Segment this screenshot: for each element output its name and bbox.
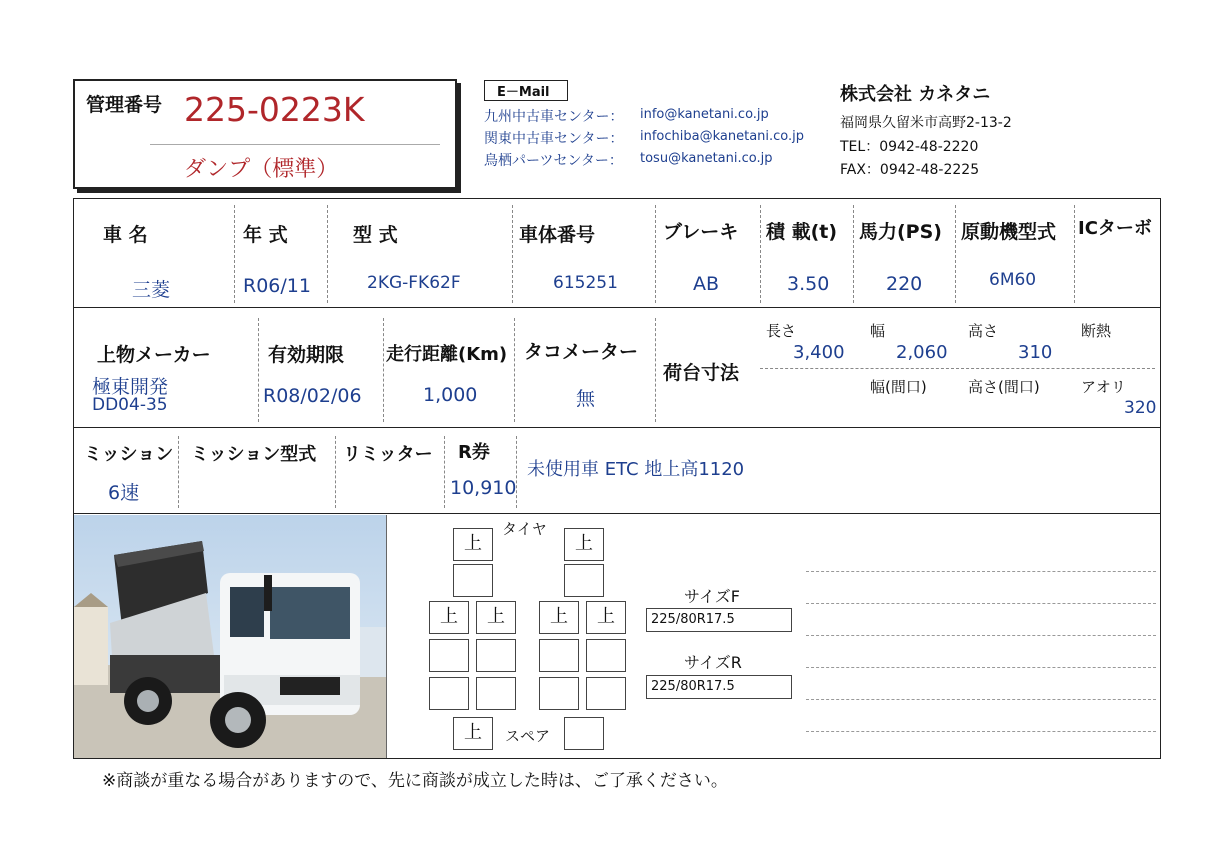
bed-header: 荷台寸法 — [663, 362, 740, 384]
r1-div — [327, 205, 328, 303]
tire-rear2-left-outer[interactable] — [429, 677, 469, 710]
brake-value: AB — [693, 273, 720, 295]
length-header: 長さ — [766, 322, 797, 340]
note-line — [806, 603, 1156, 604]
photo-divider — [386, 515, 387, 758]
r1-div — [853, 205, 854, 303]
body-maker-header: 上物メーカー — [97, 344, 211, 366]
engine-header: 原動機型式 — [961, 221, 1057, 243]
size-r-label: サイズR — [684, 653, 742, 672]
tire-rear-right-outer[interactable]: 上 — [586, 601, 626, 634]
hp-header: 馬力(PS) — [859, 221, 942, 243]
tire-front-left-lower[interactable] — [453, 564, 493, 597]
row3-bottom — [73, 513, 1161, 514]
mileage-value: 1,000 — [423, 384, 478, 406]
model-header: 型 式 — [353, 224, 398, 246]
length-value: 3,400 — [793, 342, 845, 363]
truck-photo — [74, 515, 386, 758]
tire-front-left[interactable]: 上 — [453, 528, 493, 561]
body-model-value: DD04-35 — [92, 395, 168, 415]
r2-div — [383, 318, 384, 422]
tire-front-right-lower[interactable] — [564, 564, 604, 597]
company-fax: FAX：0942-48-2225 — [840, 162, 980, 178]
tire-rear1-left-inner[interactable] — [476, 639, 516, 672]
width-open-header: 幅(間口) — [870, 378, 927, 396]
r-ticket-header: R券 — [458, 442, 490, 463]
contact-name-kyushu: 九州中古車センター： — [484, 109, 624, 125]
tire-rear-right-inner[interactable]: 上 — [539, 601, 579, 634]
r1-div — [1074, 205, 1075, 303]
width-value: 2,060 — [896, 342, 948, 363]
size-f-value: 225/80R17.5 — [646, 608, 792, 632]
note-line — [806, 667, 1156, 668]
r3-div — [335, 436, 336, 508]
contact-email-tosu[interactable]: tosu@kanetani.co.jp — [640, 151, 773, 166]
tire-rear1-left-outer[interactable] — [429, 639, 469, 672]
hp-value: 220 — [886, 273, 923, 295]
mgmt-label: 管理番号 — [86, 94, 163, 116]
company-address: 福岡県久留米市高野2-13-2 — [840, 115, 1012, 131]
r1-div — [512, 205, 513, 303]
r3-div — [178, 436, 179, 508]
load-header: 積 載(t) — [766, 221, 838, 243]
load-value: 3.50 — [787, 273, 830, 295]
company-name: 株式会社 カネタニ — [840, 84, 991, 105]
contact-email-kanto[interactable]: infochiba@kanetani.co.jp — [640, 129, 805, 144]
r1-div — [655, 205, 656, 303]
width-header: 幅 — [870, 322, 886, 340]
mgmt-divider — [150, 144, 440, 145]
tire-rear-left-outer[interactable]: 上 — [429, 601, 469, 634]
tire-spare-right[interactable] — [564, 717, 604, 750]
size-f-label: サイズF — [684, 587, 740, 606]
email-title: E－Mail — [497, 85, 550, 100]
tire-front-right[interactable]: 上 — [564, 528, 604, 561]
limiter-header: リミッター — [343, 444, 433, 465]
year-value: R06/11 — [243, 275, 311, 297]
tire-rear1-right-outer[interactable] — [586, 639, 626, 672]
year-header: 年 式 — [243, 224, 288, 246]
mileage-header: 走行距離(Km) — [386, 344, 508, 365]
insul-header: 断熱 — [1081, 322, 1112, 340]
r-ticket-value: 10,910 — [450, 477, 517, 499]
body-maker-value: 極東開発 — [92, 376, 169, 398]
size-r-value: 225/80R17.5 — [646, 675, 792, 699]
contact-name-tosu: 鳥栖パーツセンター： — [484, 153, 623, 169]
company-tel: TEL：0942-48-2220 — [840, 139, 979, 155]
r2-div — [655, 318, 656, 422]
engine-value: 6M60 — [989, 270, 1037, 290]
aori-value: 320 — [1124, 398, 1157, 418]
tire-rear-left-inner[interactable]: 上 — [476, 601, 516, 634]
aori-header: アオリ — [1081, 378, 1126, 396]
r2-div — [514, 318, 515, 422]
tacho-value: 無 — [576, 388, 596, 410]
chassis-header: 車体番号 — [519, 224, 596, 246]
tacho-header: タコメーター — [524, 341, 639, 363]
trans-model-header: ミッション型式 — [191, 444, 317, 465]
note-line — [806, 635, 1156, 636]
tire-spare-left[interactable]: 上 — [453, 717, 493, 750]
tire-label: タイヤ — [502, 520, 547, 538]
turbo-header: ICターボ — [1078, 218, 1152, 239]
spare-label: スペア — [505, 727, 551, 745]
expiry-value: R08/02/06 — [263, 385, 362, 407]
note-line — [806, 731, 1156, 732]
height-open-header: 高さ(間口) — [968, 378, 1040, 396]
tire-rear2-right-outer[interactable] — [586, 677, 626, 710]
height-value: 310 — [1018, 342, 1053, 363]
note-line — [806, 571, 1156, 572]
contact-name-kanto: 関東中古車センター： — [484, 131, 624, 147]
row1-bottom — [73, 307, 1161, 308]
r1-div — [955, 205, 956, 303]
contact-email-kyushu[interactable]: info@kanetani.co.jp — [640, 107, 769, 122]
maker-value: 三菱 — [132, 279, 171, 301]
model-value: 2KG-FK62F — [367, 273, 461, 293]
expiry-header: 有効期限 — [268, 344, 345, 366]
footer-note: ※商談が重なる場合がありますので、先に商談が成立した時は、ご了承ください。 — [102, 771, 728, 791]
brake-header: ブレーキ — [663, 221, 739, 243]
trans-header: ミッション — [84, 444, 174, 465]
notes-value: 未使用車 ETC 地上高1120 — [527, 459, 745, 480]
r2-div — [258, 318, 259, 422]
height-header: 高さ — [968, 322, 999, 340]
maker-header: 車 名 — [103, 224, 148, 246]
r3-div — [444, 436, 445, 508]
trans-value: 6速 — [108, 482, 140, 504]
tire-rear1-right-inner[interactable] — [539, 639, 579, 672]
mgmt-number: 225-0223K — [184, 90, 365, 129]
row2-bottom — [73, 427, 1161, 428]
tire-rear2-left-inner[interactable] — [476, 677, 516, 710]
tire-rear2-right-inner[interactable] — [539, 677, 579, 710]
body-type: ダンプ（標準） — [184, 157, 339, 182]
chassis-value: 615251 — [553, 273, 618, 293]
note-line — [806, 699, 1156, 700]
bed-mid-line — [760, 368, 1155, 369]
r1-div — [760, 205, 761, 303]
r1-div — [234, 205, 235, 303]
